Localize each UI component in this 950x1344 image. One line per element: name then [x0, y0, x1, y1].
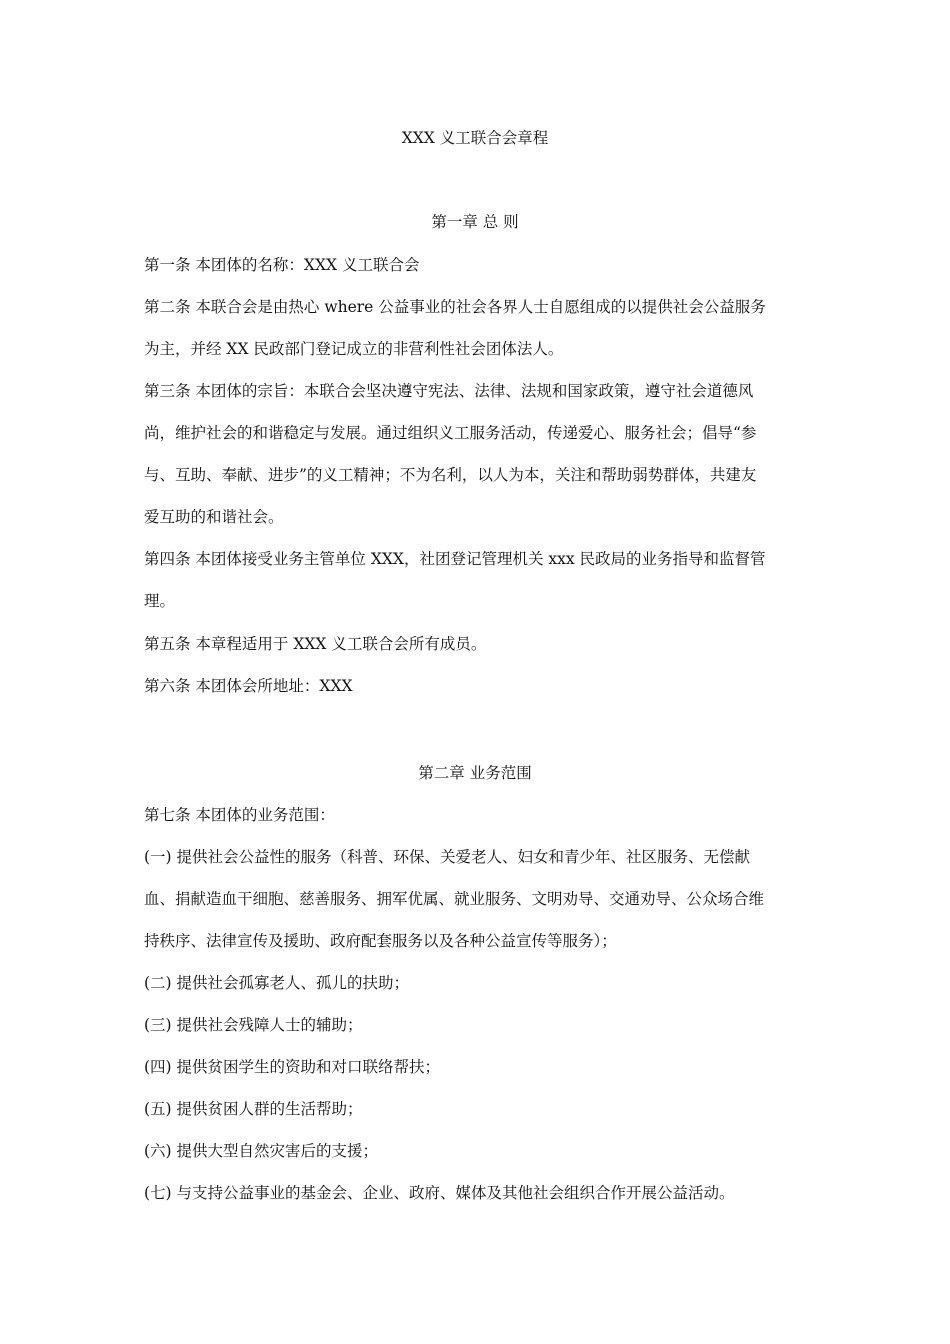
chapter-1-heading: 第一章 总 则: [431, 213, 519, 231]
scope-item-2: (二) 提供社会孤寡老人、孤儿的扶助；: [144, 974, 410, 992]
article-1: 第一条 本团体的名称：XXX 义工联合会: [144, 256, 420, 274]
article-3-line-1: 第三条 本团体的宗旨：本联合会坚决遵守宪法、法律、法规和国家政策，遵守社会道德风: [144, 382, 754, 400]
article-4-line-2: 理。: [144, 592, 176, 610]
scope-item-1-line-3: 持秩序、法律宣传及援助、政府配套服务以及各种公益宣传等服务）；: [144, 932, 617, 950]
document-title: XXX 义工联合会章程: [401, 129, 549, 147]
article-6: 第六条 本团体会所地址：XXX: [144, 677, 353, 695]
chapter-2-heading: 第二章 业务范围: [418, 764, 532, 782]
scope-item-6: (六) 提供大型自然灾害后的支援；: [144, 1142, 379, 1160]
article-4-line-1: 第四条 本团体接受业务主管单位 XXX，社团登记管理机关 xxx 民政局的业务指导和监督管: [144, 550, 766, 568]
scope-item-3: (三) 提供社会残障人士的辅助；: [144, 1016, 363, 1034]
article-3-line-4: 爱互助的和谐社会。: [144, 508, 284, 526]
scope-item-4: (四) 提供贫困学生的资助和对口联络帮扶；: [144, 1058, 441, 1076]
scope-item-1-line-2: 血、捐献造血干细胞、慈善服务、拥军优属、就业服务、文明劝导、交通劝导、公众场合维: [144, 890, 765, 908]
article-5: 第五条 本章程适用于 XXX 义工联合会所有成员。: [144, 635, 487, 653]
article-3-line-2: 尚，维护社会的和谐稳定与发展。通过组织义工服务活动，传递爱心、服务社会；倡导“参: [144, 424, 757, 442]
scope-item-1-line-1: (一) 提供社会公益性的服务（科普、环保、关爱老人、妇女和青少年、社区服务、无偿献: [144, 848, 751, 866]
article-7: 第七条 本团体的业务范围：: [144, 806, 335, 824]
article-2-line-2: 为主，并经 XX 民政部门登记成立的非营利性社会团体法人。: [144, 340, 564, 358]
article-2-line-1: 第二条 本联合会是由热心 where 公益事业的社会各界人士自愿组成的以提供社会公益服务: [144, 298, 766, 316]
article-3-line-3: 与、互助、奉献、进步”的义工精神；不为名利，以人为本，关注和帮助弱势群体，共建友: [144, 466, 757, 484]
scope-item-5: (五) 提供贫困人群的生活帮助；: [144, 1100, 363, 1118]
scope-item-7: (七) 与支持公益事业的基金会、企业、政府、媒体及其他社会组织合作开展公益活动。: [144, 1184, 735, 1202]
